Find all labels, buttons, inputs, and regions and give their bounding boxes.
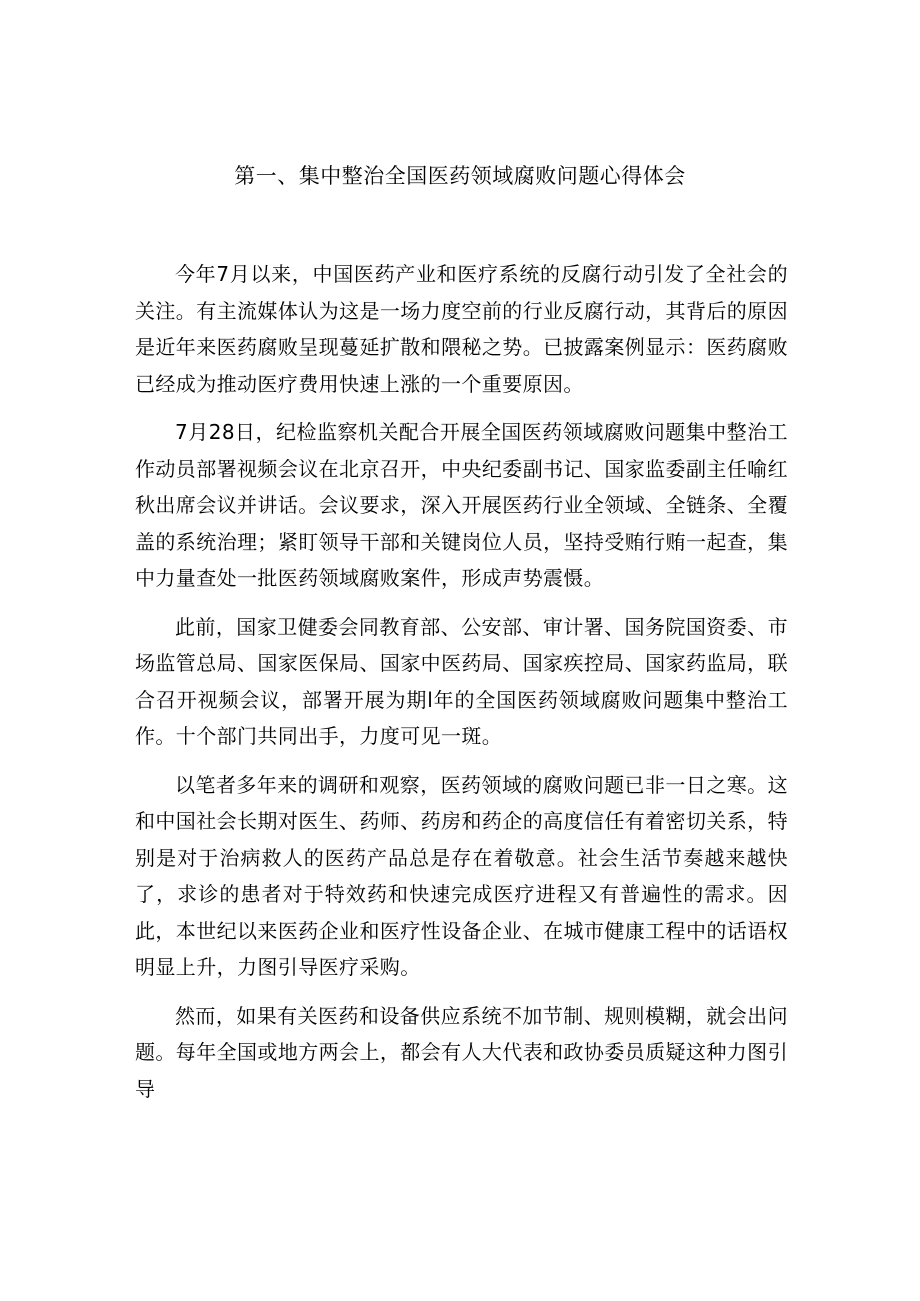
paragraph: 然而，如果有关医药和设备供应系统不加节制、规则模糊，就会出问题。每年全国或地方两会上，都会有人大代表和政协委员质疑这种力图引导	[135, 1003, 788, 1101]
document-body	[135, 256, 788, 1119]
paragraph: 今年7月以来，中国医药产业和医疗系统的反腐行动引发了全社会的关注。有主流媒体认为这是一场力度空前的行业反腐行动，其背后的原因是近年来医药腐败呈现蔓延扩散和隈秘之势。已披露案例显示：医药腐败已经成为推动医疗费用快速上涨的一个重要原因。	[135, 262, 788, 396]
paragraph: 此前，国家卫健委会同教育部、公安部、审计署、国务院国资委、市场监管总局、国家医保局、国家中医药局、国家疾控局、国家药监局，联合召开视频会议，部署开展为期l年的全国医药领域腐败问题集中整治工作。十个部门共同出手，力度可见一斑。	[135, 614, 788, 748]
paragraph: 以笔者多年来的调研和观察，医药领域的腐败问题已非一日之寒。这和中国社会长期对医生、药师、药房和药企的高度信任有着密切关系，特别是对于治病救人的医药产品总是存在着敬意。社会生活节奏越来越快了，求诊的患者对于特效药和快速完成医疗进程又有普遍性的需求。因此，本世纪以来医药企业和医疗性设备企业、在城市健康工程中的话语权明显上升，力图引导医疗采购。	[135, 772, 788, 979]
paragraph: 7月28日，纪检监察机关配合开展全国医药领域腐败问题集中整治工作动员部署视频会议在北京召开，中央纪委副书记、国家监委副主任喻红秋出席会议并讲话。会议要求，深入开展医药行业全领域、全链条、全覆盖的系统治理；紧盯领导干部和关键岗位人员，坚持受贿行贿一起查，集中力量查处一批医药领域腐败案件，形成声势震慑。	[135, 420, 788, 590]
document-title: 第一、集中整治全国医药领域腐败问题心得体会	[234, 164, 686, 188]
